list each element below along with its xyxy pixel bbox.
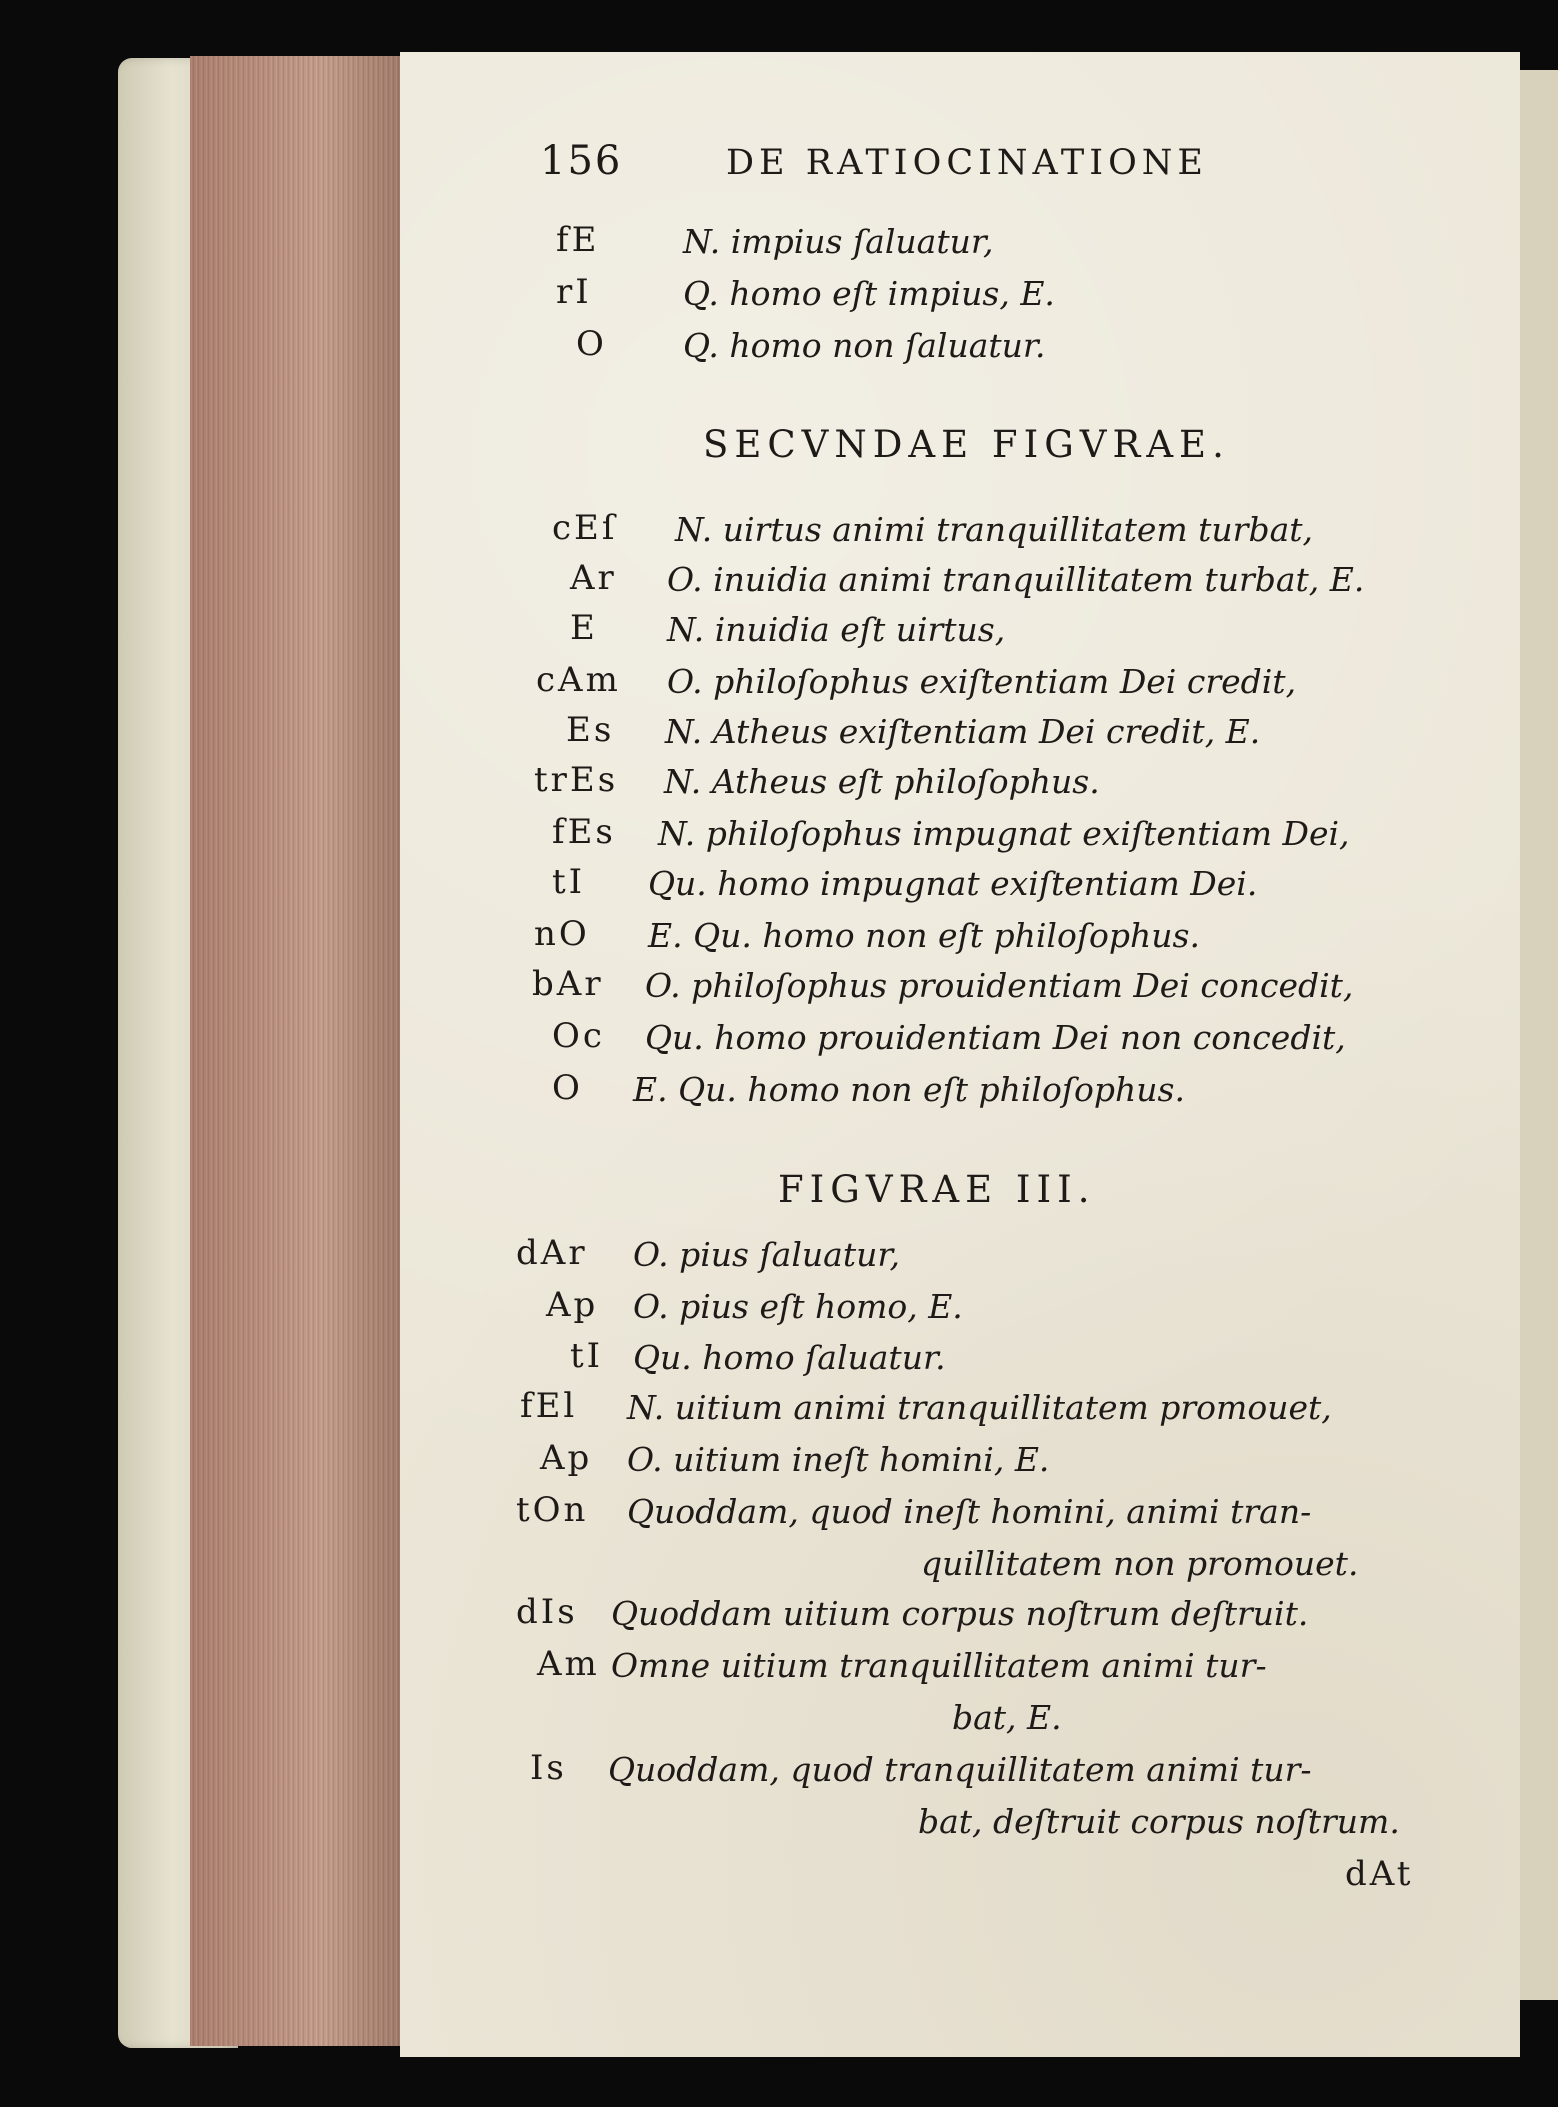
syllogism-line: Q. homo eſt impius, E. [683,274,1055,313]
syllogism-line: Qu. homo prouidentiam Dei non concedit, [645,1018,1346,1057]
mood-label: tI [552,862,586,902]
syllogism-line: E. Qu. homo non eſt philoſophus. [633,1070,1185,1109]
mood-label: Oc [552,1016,605,1056]
mood-label: fE [556,220,600,260]
page-edges [190,56,410,2046]
mood-label: cEſ [552,508,618,548]
syllogism-line: N. uitium animi tranquillitatem promouet, [627,1388,1332,1427]
mood-label: O [576,324,607,364]
syllogism-line: O. philoſophus exiſtentiam Dei credit, [667,662,1297,701]
mood-label: cAm [536,660,621,700]
running-title: DE RATIOCINATIONE [726,143,1208,183]
mood-label: O [552,1068,583,1108]
syllogism-line: O. philoſophus prouidentiam Dei concedit, [645,966,1354,1005]
mood-label: trEs [534,760,619,800]
mood-label: tOn [516,1490,589,1530]
syllogism-line: N. philoſophus impugnat exiſtentiam Dei, [658,814,1350,853]
syllogism-line: O. uitium ineſt homini, E. [627,1440,1050,1479]
page-number: 156 [540,138,623,184]
syllogism-line: N. Atheus exiſtentiam Dei credit, E. [665,712,1261,751]
mood-label: Ar [570,558,617,598]
syllogism-line: Qu. homo ſaluatur. [633,1338,946,1377]
mood-label: Am [537,1644,600,1684]
syllogism-line: N. impius ſaluatur, [683,222,994,261]
mood-label: dIs [516,1592,578,1632]
syllogism-line: E. Qu. homo non eſt philoſophus. [648,916,1200,955]
mood-label: fEl [520,1386,578,1426]
syllogism-line: Qu. homo impugnat exiſtentiam Dei. [648,864,1258,903]
syllogism-line: O. pius ſaluatur, [633,1235,900,1274]
syllogism-line: N. Atheus eſt philoſophus. [664,762,1100,801]
mood-label: fEs [552,812,616,852]
mood-label: Es [566,710,615,750]
syllogism-line: N. inuidia eſt uirtus, [667,610,1006,649]
syllogism-line: Quoddam, quod tranquillitatem animi tur- [608,1750,1312,1789]
syllogism-line: Quoddam, quod ineſt homini, animi tran- [627,1492,1312,1531]
facing-page-edge [1520,70,1558,2000]
syllogism-line: Omne uitium tranquillitatem animi tur- [611,1646,1267,1685]
section-heading: SECVNDAE FIGVRAE. [703,423,1230,466]
mood-label: Ap [540,1438,593,1478]
section-heading: FIGVRAE III. [778,1168,1096,1211]
mood-label: Is [530,1748,567,1788]
mood-label: dAr [516,1233,588,1273]
syllogism-line: N. uirtus animi tranquillitatem turbat, [675,510,1313,549]
syllogism-line: Q. homo non ſaluatur. [683,326,1046,365]
syllogism-line: Quoddam uitium corpus noſtrum deſtruit. [611,1594,1309,1633]
mood-label: E [570,608,598,648]
mood-label: nO [534,914,590,954]
syllogism-continuation: bat, E. [952,1698,1062,1737]
mood-label: rI [556,272,592,312]
syllogism-continuation: quillitatem non promouet. [921,1544,1359,1583]
mood-label: bAr [532,964,604,1004]
mood-label: tI [570,1336,604,1376]
catchword: dAt [1345,1854,1414,1894]
syllogism-line: O. pius eſt homo, E. [633,1287,963,1326]
syllogism-continuation: bat, deſtruit corpus noſtrum. [918,1802,1400,1841]
syllogism-line: O. inuidia animi tranquillitatem turbat, E. [667,560,1365,599]
mood-label: Ap [546,1285,599,1325]
